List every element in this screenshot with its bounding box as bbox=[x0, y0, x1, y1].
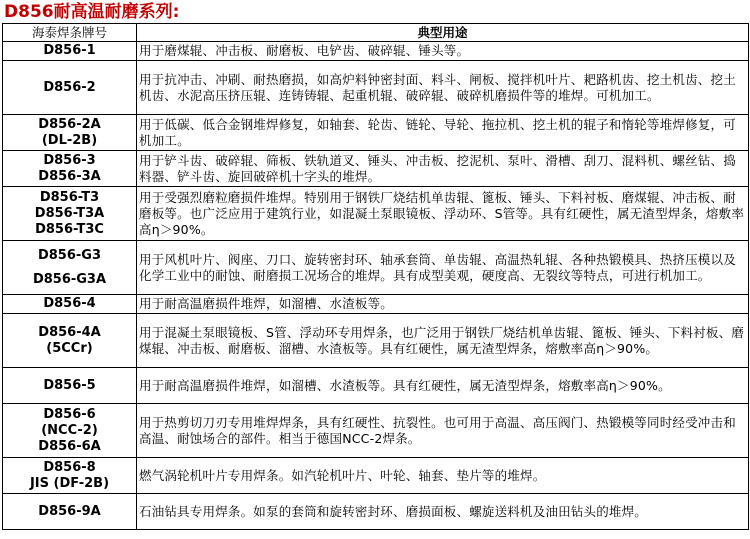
code-cell bbox=[3, 314, 137, 368]
header-use: 典型用途 bbox=[137, 24, 749, 42]
code-label: D856-4 bbox=[43, 296, 96, 311]
code-cell bbox=[3, 115, 137, 151]
table-row bbox=[3, 295, 749, 314]
electrode-table bbox=[2, 23, 749, 530]
code-label: (5CCr) bbox=[46, 340, 93, 356]
code-label: D856-9A bbox=[38, 503, 101, 519]
table-row bbox=[3, 458, 749, 494]
code-label: D856-T3 bbox=[39, 189, 100, 205]
table-row bbox=[3, 368, 749, 404]
code-cell bbox=[3, 151, 137, 187]
table-row bbox=[3, 404, 749, 458]
code-cell bbox=[3, 404, 137, 458]
header-code: 海泰焊条牌号 bbox=[3, 24, 137, 42]
table-row bbox=[3, 61, 749, 115]
table-row bbox=[3, 241, 749, 295]
table-row bbox=[3, 187, 749, 241]
table-row bbox=[3, 314, 749, 368]
code-label: D856-G3 bbox=[37, 247, 102, 263]
code-label: D856-6A bbox=[38, 438, 101, 454]
code-cell bbox=[3, 187, 137, 241]
use-cell: 用于受强烈磨粒磨损件堆焊。特别用于钢铁厂烧结机单齿辊、篦板、锤头、下料衬板、磨煤辊、冲击板、耐磨板等。也广泛应用于建筑行业，如混凝土泵眼镜板、浮动环、S管等。具有红硬性，属无渣型焊条，熔敷率高η＞90%。 bbox=[137, 187, 749, 241]
code-label: D856-6 bbox=[43, 406, 96, 422]
code-label: D856-8 bbox=[43, 459, 96, 475]
use-cell: 用于热剪切刀刃专用堆焊焊条，具有红硬性、抗裂性。也可用于高温、高压阀门、热锻模等同时经受冲击和高温、耐蚀场合的部件。相当于德国NCC-2焊条。 bbox=[137, 404, 749, 458]
code-label: D856-G3A bbox=[32, 271, 107, 287]
code-label: D856-2 bbox=[43, 79, 96, 95]
code-label: D856-T3A bbox=[34, 205, 105, 221]
code-cell bbox=[3, 458, 137, 494]
use-cell: 用于耐高温磨损件堆焊，如溜槽、水渣板等。具有红硬性，属无渣型焊条，熔敷率高η＞90%。 bbox=[137, 368, 749, 404]
use-cell: 用于风机叶片、阀座、刀口、旋转密封环、轴承套筒、单齿辊、高温热轧辊、各种热锻模具、热挤压模以及化学工业中的耐蚀、耐磨损工况场合的堆焊。具有成型美观，硬度高、无裂纹等特点，可进行机加工。 bbox=[137, 241, 749, 295]
code-cell bbox=[3, 241, 137, 295]
code-label: JIS (DF-2B) bbox=[29, 475, 110, 491]
code-label: D856-1 bbox=[43, 43, 96, 58]
table-row bbox=[3, 151, 749, 187]
code-cell bbox=[3, 61, 137, 115]
code-cell bbox=[3, 368, 137, 404]
use-cell: 用于抗冲击、冲刷、耐热磨损，如高炉料钟密封面、料斗、闸板、搅拌机叶片、耙路机齿、挖土机齿、挖土机齿、水泥高压挤压辊、连铸铸辊、起重机辊、破碎辊、破碎机磨损件等的堆焊。可机加工。 bbox=[137, 61, 749, 115]
code-label: D856-2A bbox=[38, 116, 101, 132]
use-cell: 用于低碳、低合金钢堆焊修复，如轴套、轮齿、链轮、导轮、拖拉机、挖土机的辊子和惰轮等堆焊修复，可机加工。 bbox=[137, 115, 749, 151]
table-header-row bbox=[3, 24, 749, 42]
code-cell bbox=[3, 295, 137, 314]
code-cell bbox=[3, 494, 137, 530]
use-cell: 石油钻具专用焊条。如泵的套筒和旋转密封环、磨损面板、螺旋送料机及油田钻头的堆焊。 bbox=[137, 494, 749, 530]
code-label: (NCC-2) bbox=[41, 422, 98, 438]
code-label: D856-3 bbox=[43, 152, 96, 168]
code-label: D856-T3C bbox=[35, 221, 104, 237]
table-row bbox=[3, 115, 749, 151]
code-label: D856-4A bbox=[38, 324, 101, 340]
code-label: D856-3A bbox=[38, 168, 101, 184]
code-label: D856-5 bbox=[43, 377, 96, 393]
use-cell: 用于磨煤辊、冲击板、耐磨板、电铲齿、破碎辊、锤头等。 bbox=[137, 42, 749, 61]
code-cell bbox=[3, 42, 137, 61]
use-cell: 用于耐高温磨损件堆焊，如溜槽、水渣板等。 bbox=[137, 295, 749, 314]
use-cell: 用于混凝土泵眼镜板、S管、浮动环专用焊条，也广泛用于钢铁厂烧结机单齿辊、篦板、锤头、下料衬板、磨煤辊、冲击板、耐磨板、溜槽、水渣板等。具有红硬性，属无渣型焊条，熔敷率高η＞90%。 bbox=[137, 314, 749, 368]
table-row bbox=[3, 494, 749, 530]
use-cell: 燃气涡轮机叶片专用焊条。如汽轮机叶片、叶轮、轴套、垫片等的堆焊。 bbox=[137, 458, 749, 494]
page-title: D856耐高温耐磨系列: bbox=[4, 2, 180, 22]
use-cell: 用于铲斗齿、破碎辊、筛板、铁轨道叉、锤头、冲击板、挖泥机、泵叶、滑槽、刮刀、混料机、螺丝钻、捣料器、铲斗齿、旋回破碎机十字头的堆焊。 bbox=[137, 151, 749, 187]
code-label: (DL-2B) bbox=[41, 132, 98, 148]
table-row bbox=[3, 42, 749, 61]
